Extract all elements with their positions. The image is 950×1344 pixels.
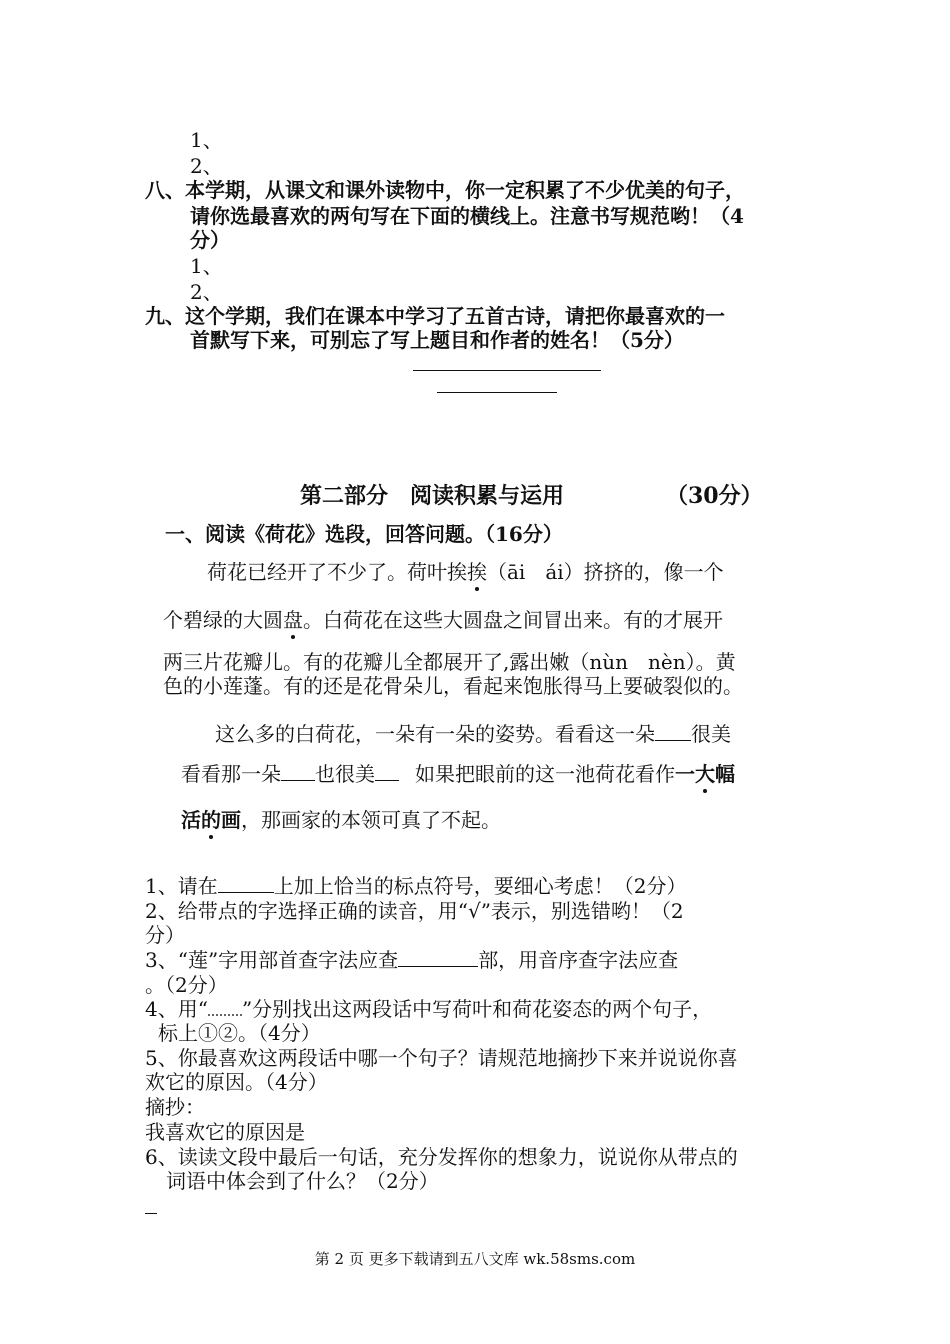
q1-blank[interactable] xyxy=(218,874,274,893)
q8-line-2: 请你选最喜欢的两句写在下面的横线上。注意书写规范哟！（4 xyxy=(190,204,744,228)
question-2-line-1: 2、给带点的字选择正确的读音，用“√”表示，别选错哟！（2 xyxy=(145,899,684,923)
q8-line-3: 分） xyxy=(190,228,230,252)
punctuation-blank[interactable] xyxy=(375,762,399,781)
question-5-line-1: 5、你最喜欢这两段话中哪一个句子？请规范地摘抄下来并说说你喜 xyxy=(145,1046,738,1070)
q9-line-1: 九、这个学期，我们在课本中学习了五首古诗，请把你最喜欢的一 xyxy=(145,304,725,328)
question-3-line-2: 。（2分） xyxy=(145,973,228,997)
part2-score: （30分） xyxy=(666,483,763,509)
question-6-line-1: 6、读读文段中最后一句话，充分发挥你的想象力，说说你从带点的 xyxy=(145,1145,738,1169)
q7-item-1: 1、 xyxy=(190,128,223,152)
dotted-phrase: 一大幅 xyxy=(675,762,735,786)
q8-line-1: 八、本学期，从课文和课外读物中，你一定积累了不少优美的句子， xyxy=(145,178,745,202)
passage-line-2: 个碧绿的大圆盘。白荷花在这些大圆盘之间冒出来。有的才展开 xyxy=(163,608,723,632)
answer-line-1 xyxy=(413,370,601,371)
passage-line-4: 色的小莲蓬。有的还是花骨朵儿，看起来饱胀得马上要破裂似的。 xyxy=(163,674,743,698)
page-footer: 第 2 页 更多下载请到五八文库 wk.58sms.com xyxy=(314,1250,636,1268)
passage-line-1: 荷花已经开了不少了。荷叶挨挨（āi ái）挤挤的，像一个 xyxy=(207,560,724,584)
wavy-underline-icon xyxy=(208,998,242,1016)
question-4: 4、用“ ”分别找出这两段话中写荷叶和荷花姿态的两个句子， xyxy=(145,997,713,1021)
question-2-line-2: 分） xyxy=(145,923,185,947)
q7-item-2: 2、 xyxy=(190,154,223,178)
q8-item-2: 2、 xyxy=(190,280,223,304)
punctuation-blank[interactable] xyxy=(281,762,315,781)
part2-title: 第二部分 阅读积累与运用 xyxy=(300,483,565,509)
answer-line-2 xyxy=(437,392,557,393)
dotted-phrase: 活的画 xyxy=(181,808,241,832)
question-6-line-2: 词语中体会到了什么？（2分） xyxy=(166,1169,439,1193)
passage-line-6: 看看那一朵 也很美 如果把眼前的这一池荷花看作一大幅 xyxy=(181,762,735,786)
q3-blank[interactable] xyxy=(398,948,478,967)
question-3: 3、“莲”字用部首查字法应查 部，用音序查字法应查 xyxy=(145,948,679,972)
question-1: 1、请在 上加上恰当的标点符号，要细心考虑！（2分） xyxy=(145,874,687,898)
answer-line-short xyxy=(145,1213,157,1214)
dotted-char: 挨 xyxy=(467,560,487,584)
passage-line-3: 两三片花瓣儿。有的花瓣儿全都展开了,露出嫩（nùn nèn）。黄 xyxy=(163,650,736,674)
question-4-line-2: 标上①②。（4分） xyxy=(158,1021,321,1045)
question-5-line-2: 欢它的原因。（4分） xyxy=(145,1070,328,1094)
q9-line-2: 首默写下来，可别忘了写上题目和作者的姓名！（5分） xyxy=(190,328,684,352)
section1-heading: 一、阅读《荷花》选段，回答问题。（16分） xyxy=(165,522,563,546)
reason-label: 我喜欢它的原因是 xyxy=(145,1120,305,1144)
passage-line-5: 这么多的白荷花，一朵有一朵的姿势。看看这一朵 很美 xyxy=(215,722,731,746)
passage-line-7: 活的画，那画家的本领可真了不起。 xyxy=(181,808,501,832)
excerpt-label: 摘抄： xyxy=(145,1095,205,1119)
punctuation-blank[interactable] xyxy=(655,722,691,741)
q8-item-1: 1、 xyxy=(190,254,223,278)
dotted-char: 盘 xyxy=(283,608,303,632)
